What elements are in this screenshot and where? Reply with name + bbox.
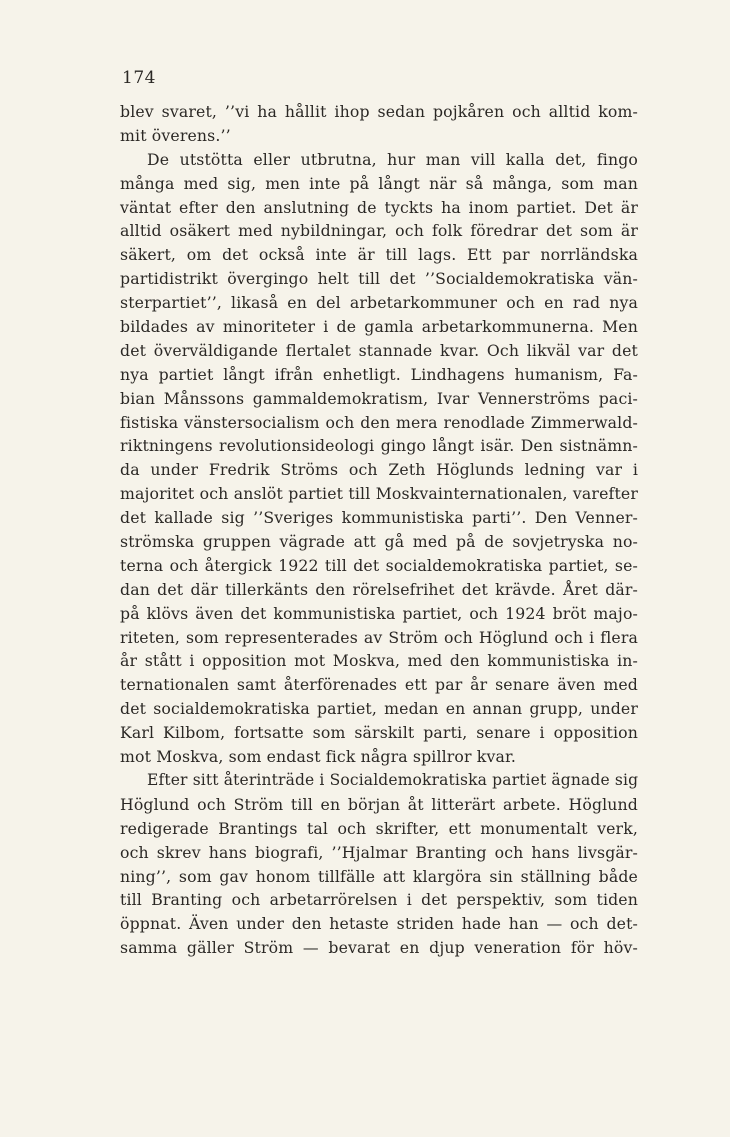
text-line: De utstötta eller utbrutna, hur man vill kalla det, fingo xyxy=(147,149,638,169)
text-line: partidistrikt övergingo helt till det ’’Socialdemokratiska vän- xyxy=(120,269,638,289)
text-line: bian Månssons gammaldemokratism, Ivar Vennerströms paci- xyxy=(120,388,638,408)
text-line: på klövs även det kommunistiska partiet, och 1924 bröt majo- xyxy=(120,603,638,623)
text-line: strömska gruppen vägrade att gå med på de sovjetryska no- xyxy=(120,532,638,552)
text-line: öppnat. Även under den hetaste striden hade han — och det- xyxy=(120,914,638,934)
text-line: många med sig, men inte på långt när så många, som man xyxy=(120,173,638,193)
text-line: säkert, om det också inte är till lags. Ett par norrländska xyxy=(120,245,638,265)
text-line: riteten, som representerades av Ström och Höglund och i flera xyxy=(120,627,638,647)
text-line: riktningens revolutionsideologi gingo långt isär. Den sistnämn- xyxy=(120,436,638,456)
text-line: mot Moskva, som endast fick några spillror kvar. xyxy=(120,747,517,767)
text-line: bildades av minoriteter i de gamla arbetarkommunerna. Men xyxy=(120,317,638,337)
text-line: det kallade sig ’’Sveriges kommunistiska parti’’. Den Venner- xyxy=(120,508,638,528)
text-line: och skrev hans biografi, ’’Hjalmar Branting och hans livsgär- xyxy=(120,842,638,862)
text-line: till Branting och arbetarrörelsen i det perspektiv, som tiden xyxy=(120,890,638,910)
text-line: väntat efter den anslutning de tyckts ha inom partiet. Det är xyxy=(120,197,638,217)
text-line: ternationalen samt återförenades ett par år senare även med xyxy=(120,675,638,695)
text-line: alltid osäkert med nybildningar, och folk föredrar det som är xyxy=(120,221,638,241)
text-line: Karl Kilbom, fortsatte som särskilt parti, senare i opposition xyxy=(120,723,638,743)
text-line: det överväldigande flertalet stannade kvar. Och likväl var det xyxy=(120,340,638,360)
text-line: det socialdemokratiska partiet, medan en annan grupp, under xyxy=(120,699,638,719)
body-text xyxy=(120,100,638,960)
text-line: majoritet och anslöt partiet till Moskvainternationalen, varefter xyxy=(120,484,638,504)
text-line: terna och återgick 1922 till det socialdemokratiska partiet, se- xyxy=(120,555,638,575)
text-line: sterpartiet’’, likaså en del arbetarkommuner och en rad nya xyxy=(120,293,638,313)
text-line: redigerade Brantings tal och skrifter, ett monumentalt verk, xyxy=(120,818,638,838)
text-line: ning’’, som gav honom tillfälle att klargöra sin ställning både xyxy=(120,866,638,886)
text-line: da under Fredrik Ströms och Zeth Höglunds ledning var i xyxy=(120,460,638,480)
text-line: dan det där tillerkänts den rörelsefrihet det krävde. Året där- xyxy=(120,579,638,599)
text-line: nya partiet långt ifrån enhetligt. Lindhagens humanism, Fa- xyxy=(120,364,638,384)
text-line: fistiska vänstersocialism och den mera renodlade Zimmerwald- xyxy=(120,412,638,432)
page-number: 174 xyxy=(122,68,156,88)
text-line: samma gäller Ström — bevarat en djup veneration för höv- xyxy=(120,938,638,958)
text-line: år stått i opposition mot Moskva, med den kommunistiska in- xyxy=(120,651,638,671)
text-line: Höglund och Ström till en början åt litterärt arbete. Höglund xyxy=(120,794,638,814)
text-line: Efter sitt återinträde i Socialdemokratiska partiet ägnade sig xyxy=(147,770,639,789)
text-line: mit överens.’’ xyxy=(120,125,231,145)
text-line: blev svaret, ’’vi ha hållit ihop sedan pojkåren och alltid kom- xyxy=(120,102,638,121)
